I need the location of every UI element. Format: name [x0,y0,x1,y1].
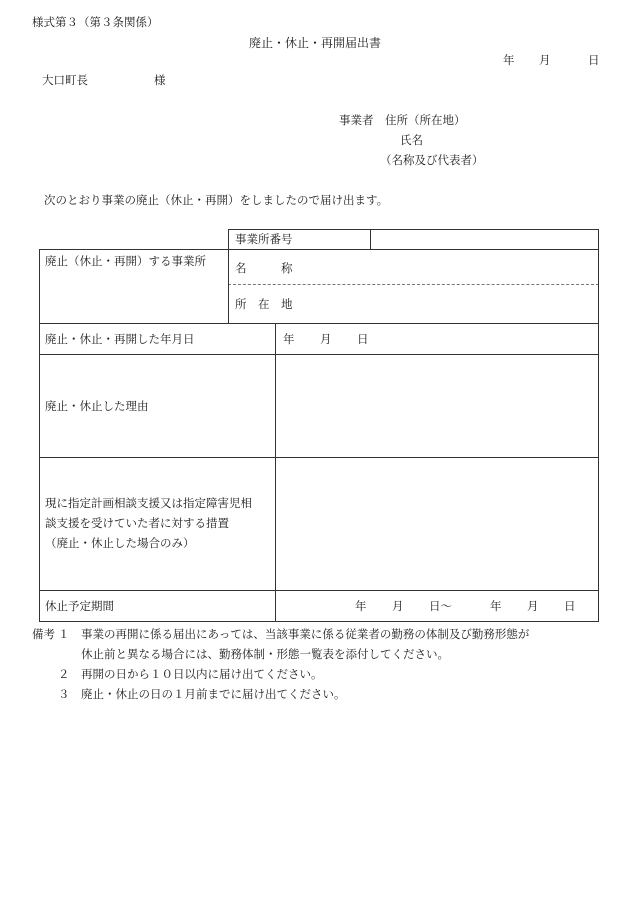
period-end-month: 月 [527,599,539,613]
remark-number: ３ [58,687,70,701]
table-dashed-line [228,284,599,285]
form-reference: 様式第３（第３条関係） [32,15,159,29]
period-start-day: 日～ [429,599,452,613]
table-line [598,229,599,622]
remark-text: 再開の日から１０日以内に届け出てください。 [81,667,323,681]
office-number-field[interactable] [377,230,595,248]
submission-date-year: 年 [503,53,515,67]
change-date-day: 日 [357,332,369,346]
suspension-period-label: 休止予定期間 [45,599,114,613]
measures-field[interactable] [279,460,595,587]
office-name-field[interactable] [339,253,594,281]
measures-label-line-3: （廃止・休止した場合のみ） [45,536,195,550]
measures-label-line-1: 現に指定計画相談支援又は指定障害児相 [45,496,252,510]
change-date-month: 月 [320,332,332,346]
remarks-section [32,626,612,706]
office-name-label: 名 称 [235,261,293,275]
operator-address-label: 住所（所在地） [385,113,466,127]
period-end-day: 日 [564,599,576,613]
operator-name-label: 氏名 [400,133,423,147]
change-date-label: 廃止・休止・再開した年月日 [45,332,195,346]
office-location-label: 所 在 地 [235,297,293,311]
remark-item [32,666,612,686]
intro-text: 次のとおり事業の廃止（休止・再開）をしましたので届け出ます。 [44,193,389,207]
change-date-year: 年 [283,332,295,346]
submission-date-month: 月 [539,53,551,67]
remark-number: １ [58,627,70,641]
remark-text: 廃止・休止の日の１月前までに届け出てください。 [81,687,346,701]
reason-field[interactable] [279,357,595,454]
office-header-label: 廃止（休止・再開）する事業所 [45,254,206,268]
document-title: 廃止・休止・再開届出書 [248,36,381,50]
table-line [228,229,229,324]
period-end-year: 年 [490,599,502,613]
table-line [39,249,40,622]
measures-label-line-2: 談支援を受けていた者に対する措置 [45,516,229,530]
remark-text: 事業の再開に係る届出にあっては、当該事業に係る従業者の勤務の体制及び勤務形態が [81,627,530,641]
remark-item [32,626,612,646]
table-line [39,457,599,458]
remark-item-continuation [32,646,612,666]
table-line [275,323,276,622]
table-line [39,621,599,622]
remarks-prefix: 備考 [32,627,55,641]
period-start-month: 月 [392,599,404,613]
submission-date-day: 日 [588,53,600,67]
operator-label: 事業者 [339,113,374,127]
remark-item [32,686,612,706]
table-line [39,590,599,591]
office-location-field[interactable] [339,288,594,320]
operator-representative-label: （名称及び代表者） [380,153,484,167]
addressee-suffix: 様 [154,73,166,87]
reason-label: 廃止・休止した理由 [45,399,149,413]
office-number-label: 事業所番号 [235,232,293,246]
table-line [39,249,599,250]
notification-table [39,229,599,622]
addressee-name: 大口町長 [42,73,88,87]
remark-number: ２ [58,667,70,681]
remark-text: 休止前と異なる場合には、勤務体制・形態一覧表を添付してください。 [81,647,449,661]
period-start-year: 年 [355,599,367,613]
table-line [39,354,599,355]
table-line [370,229,371,250]
table-line [39,323,599,324]
